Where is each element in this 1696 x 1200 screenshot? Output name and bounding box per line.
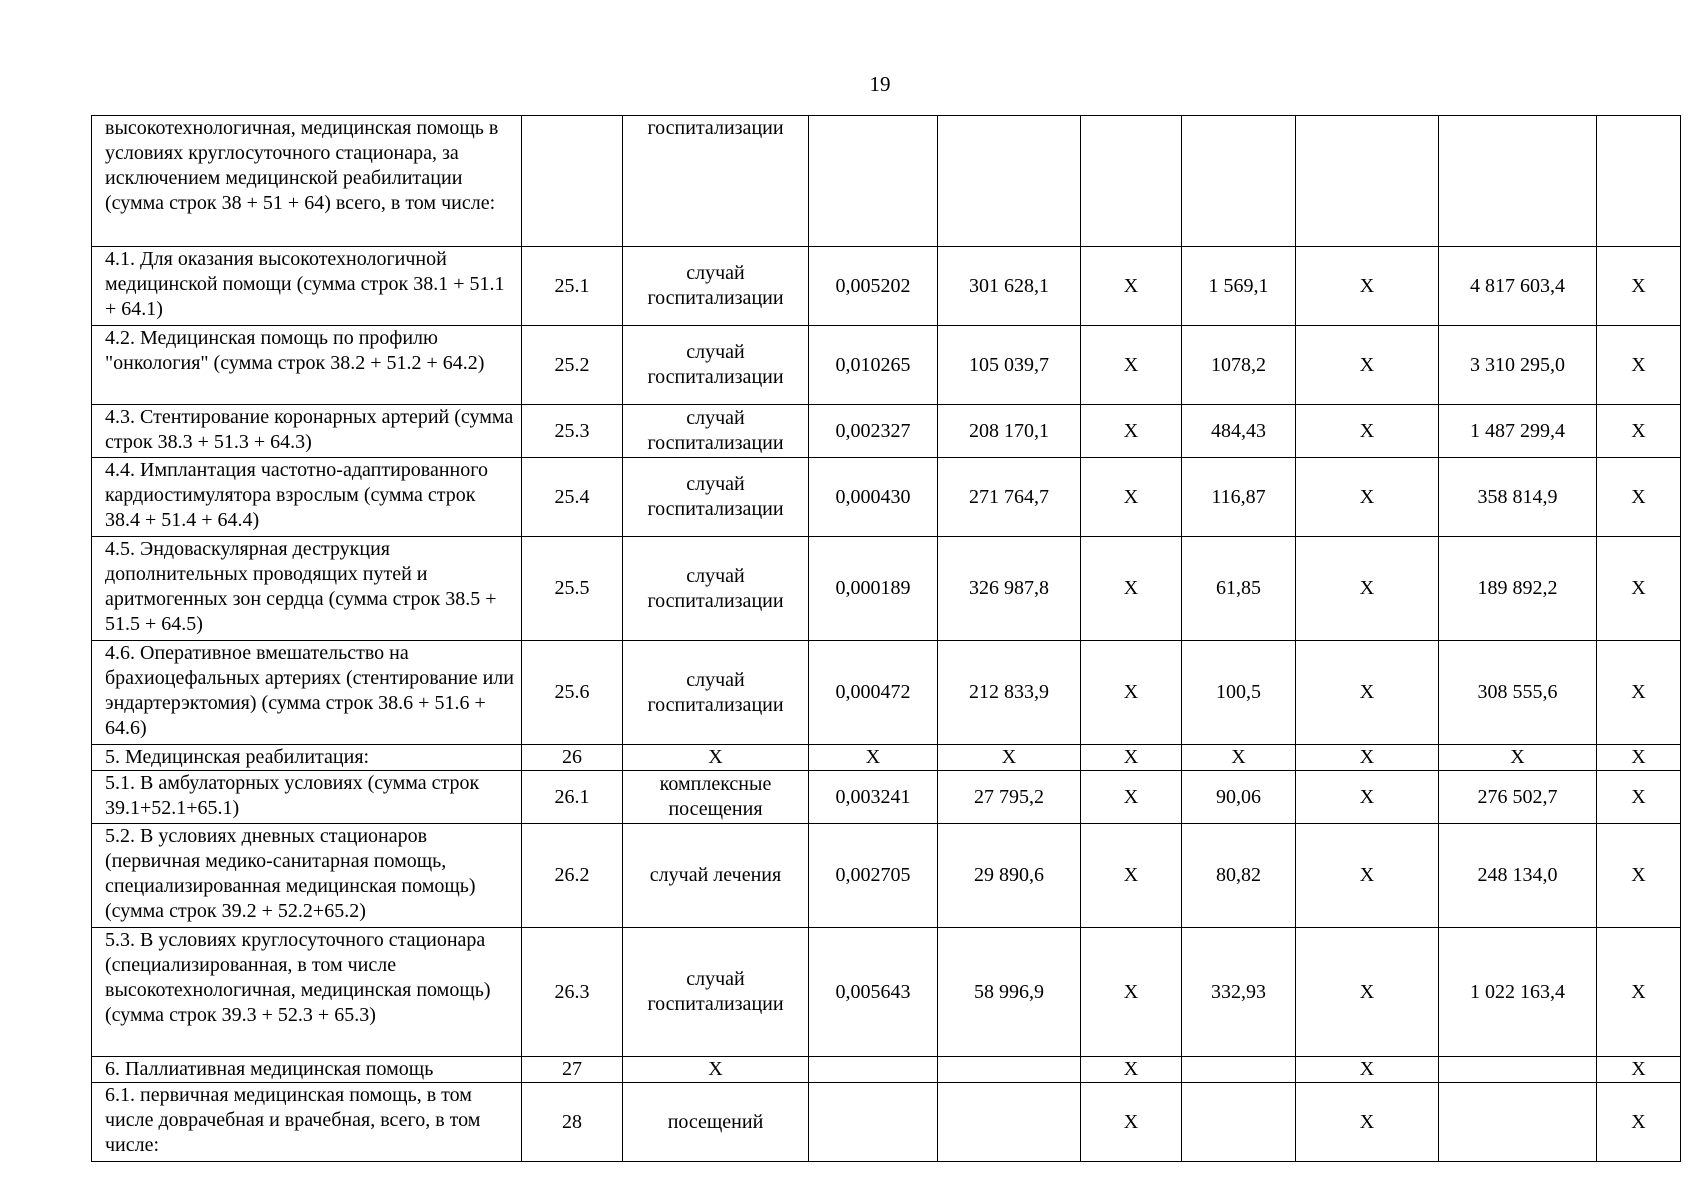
row-description: 4.2. Медицинская помощь по профилю "онкология" (сумма строк 38.2 + 51.2 + 64.2) bbox=[92, 326, 522, 405]
per-capita-norm: 116,87 bbox=[1182, 458, 1296, 537]
total-cost: 276 502,7 bbox=[1439, 771, 1597, 824]
total-cost: 248 134,0 bbox=[1439, 824, 1597, 928]
cell-x-2: X bbox=[1296, 928, 1439, 1057]
row-description: высокотехнологичная, медицинская помощь в условиях круглосуточного стационара, за исключением медицинской реабилитации (сумма строк 38 + 51 + 64) всего, в том числе: bbox=[92, 116, 522, 247]
cell-x-1: X bbox=[1081, 771, 1182, 824]
unit-of-measure: случай госпитализации bbox=[623, 247, 809, 326]
line-number: 28 bbox=[522, 1083, 623, 1162]
table-row bbox=[92, 928, 1681, 1057]
cost-per-unit: X bbox=[938, 745, 1081, 771]
cell-x-3: X bbox=[1597, 405, 1681, 458]
standard-volume: X bbox=[809, 745, 938, 771]
cell-x-1: X bbox=[1081, 1057, 1182, 1083]
cell-x-3: X bbox=[1597, 745, 1681, 771]
cell-x-1: X bbox=[1081, 641, 1182, 745]
per-capita-norm: 100,5 bbox=[1182, 641, 1296, 745]
standard-volume bbox=[809, 1083, 938, 1162]
per-capita-norm: 80,82 bbox=[1182, 824, 1296, 928]
cell-x-3: X bbox=[1597, 247, 1681, 326]
cell-x-1: X bbox=[1081, 247, 1182, 326]
total-cost: 308 555,6 bbox=[1439, 641, 1597, 745]
row-description: 4.3. Стентирование коронарных артерий (сумма строк 38.3 + 51.3 + 64.3) bbox=[92, 405, 522, 458]
standard-volume: 0,002327 bbox=[809, 405, 938, 458]
cost-per-unit: 27 795,2 bbox=[938, 771, 1081, 824]
unit-of-measure: случай лечения bbox=[623, 824, 809, 928]
cell-x-1: X bbox=[1081, 1083, 1182, 1162]
per-capita-norm bbox=[1182, 1057, 1296, 1083]
standard-volume: 0,005202 bbox=[809, 247, 938, 326]
per-capita-norm: 61,85 bbox=[1182, 537, 1296, 641]
table-row bbox=[92, 537, 1681, 641]
cell-x-2: X bbox=[1296, 405, 1439, 458]
table-row bbox=[92, 641, 1681, 745]
table-row bbox=[92, 405, 1681, 458]
per-capita-norm: 1 569,1 bbox=[1182, 247, 1296, 326]
standard-volume: 0,000430 bbox=[809, 458, 938, 537]
unit-of-measure: X bbox=[623, 1057, 809, 1083]
cost-per-unit: 301 628,1 bbox=[938, 247, 1081, 326]
cell-x-3: X bbox=[1597, 771, 1681, 824]
cost-per-unit bbox=[938, 1057, 1081, 1083]
standard-volume: 0,003241 bbox=[809, 771, 938, 824]
page-number: 19 bbox=[869, 72, 891, 96]
row-description: 4.6. Оперативное вмешательство на брахиоцефальных артериях (стентирование или эндартерэктомия) (сумма строк 38.6 + 51.6 + 64.6) bbox=[92, 641, 522, 745]
total-cost: 189 892,2 bbox=[1439, 537, 1597, 641]
cell-x-2: X bbox=[1296, 771, 1439, 824]
cell-x-2 bbox=[1296, 116, 1439, 247]
row-description: 4.4. Имплантация частотно-адаптированного кардиостимулятора взрослым (сумма строк 38.4 + 51.4 + 64.4) bbox=[92, 458, 522, 537]
unit-of-measure: случай госпитализации bbox=[623, 928, 809, 1057]
total-cost: 3 310 295,0 bbox=[1439, 326, 1597, 405]
table-row bbox=[92, 771, 1681, 824]
row-description: 6. Паллиативная медицинская помощь bbox=[92, 1057, 522, 1083]
per-capita-norm: X bbox=[1182, 745, 1296, 771]
cost-per-unit bbox=[938, 116, 1081, 247]
unit-of-measure: комплексные посещения bbox=[623, 771, 809, 824]
line-number: 25.4 bbox=[522, 458, 623, 537]
line-number: 25.6 bbox=[522, 641, 623, 745]
cell-x-1: X bbox=[1081, 928, 1182, 1057]
line-number: 25.5 bbox=[522, 537, 623, 641]
line-number: 26.2 bbox=[522, 824, 623, 928]
cell-x-2: X bbox=[1296, 326, 1439, 405]
table-row bbox=[92, 458, 1681, 537]
row-description: 5.2. В условиях дневных стационаров (первичная медико-санитарная помощь, специализированная медицинская помощь) (сумма строк 39.2 + 52.2+65.2) bbox=[92, 824, 522, 928]
row-description: 5. Медицинская реабилитация: bbox=[92, 745, 522, 771]
cell-x-2: X bbox=[1296, 641, 1439, 745]
cost-per-unit: 208 170,1 bbox=[938, 405, 1081, 458]
line-number: 26.3 bbox=[522, 928, 623, 1057]
standard-volume bbox=[809, 1057, 938, 1083]
total-cost bbox=[1439, 1057, 1597, 1083]
total-cost: X bbox=[1439, 745, 1597, 771]
unit-of-measure: госпитализации bbox=[623, 116, 809, 247]
table-row bbox=[92, 1057, 1681, 1083]
cost-per-unit bbox=[938, 1083, 1081, 1162]
unit-of-measure: случай госпитализации bbox=[623, 458, 809, 537]
line-number: 25.1 bbox=[522, 247, 623, 326]
cell-x-1 bbox=[1081, 116, 1182, 247]
cell-x-1: X bbox=[1081, 405, 1182, 458]
total-cost bbox=[1439, 1083, 1597, 1162]
row-description: 4.1. Для оказания высокотехнологичной медицинской помощи (сумма строк 38.1 + 51.1 + 64.1) bbox=[92, 247, 522, 326]
data-table bbox=[91, 115, 1681, 1162]
unit-of-measure: X bbox=[623, 745, 809, 771]
table-row bbox=[92, 326, 1681, 405]
line-number bbox=[522, 116, 623, 247]
total-cost: 4 817 603,4 bbox=[1439, 247, 1597, 326]
per-capita-norm bbox=[1182, 1083, 1296, 1162]
cell-x-3: X bbox=[1597, 928, 1681, 1057]
table-row bbox=[92, 247, 1681, 326]
per-capita-norm: 484,43 bbox=[1182, 405, 1296, 458]
cell-x-1: X bbox=[1081, 824, 1182, 928]
unit-of-measure: случай госпитализации bbox=[623, 641, 809, 745]
cell-x-3: X bbox=[1597, 1083, 1681, 1162]
cell-x-3: X bbox=[1597, 326, 1681, 405]
cell-x-1: X bbox=[1081, 745, 1182, 771]
cell-x-2: X bbox=[1296, 458, 1439, 537]
cost-per-unit: 271 764,7 bbox=[938, 458, 1081, 537]
cost-per-unit: 58 996,9 bbox=[938, 928, 1081, 1057]
cell-x-2: X bbox=[1296, 537, 1439, 641]
cell-x-3: X bbox=[1597, 1057, 1681, 1083]
standard-volume: 0,010265 bbox=[809, 326, 938, 405]
row-description: 6.1. первичная медицинская помощь, в том числе доврачебная и врачебная, всего, в том числе: bbox=[92, 1083, 522, 1162]
total-cost bbox=[1439, 116, 1597, 247]
unit-of-measure: посещений bbox=[623, 1083, 809, 1162]
cell-x-1: X bbox=[1081, 458, 1182, 537]
unit-of-measure: случай госпитализации bbox=[623, 326, 809, 405]
table-row bbox=[92, 824, 1681, 928]
cell-x-3: X bbox=[1597, 641, 1681, 745]
per-capita-norm: 1078,2 bbox=[1182, 326, 1296, 405]
standard-volume bbox=[809, 116, 938, 247]
cell-x-3: X bbox=[1597, 824, 1681, 928]
row-description: 5.3. В условиях круглосуточного стационара (специализированная, в том числе высокотехнологичная, медицинская помощь) (сумма строк 39.3 + 52.3 + 65.3) bbox=[92, 928, 522, 1057]
cost-per-unit: 29 890,6 bbox=[938, 824, 1081, 928]
cell-x-3: X bbox=[1597, 537, 1681, 641]
cell-x-1: X bbox=[1081, 537, 1182, 641]
cell-x-3 bbox=[1597, 116, 1681, 247]
standard-volume: 0,000189 bbox=[809, 537, 938, 641]
row-description: 4.5. Эндоваскулярная деструкция дополнительных проводящих путей и аритмогенных зон сердца (сумма строк 38.5 + 51.5 + 64.5) bbox=[92, 537, 522, 641]
cost-per-unit: 212 833,9 bbox=[938, 641, 1081, 745]
table-row bbox=[92, 1083, 1681, 1162]
line-number: 26 bbox=[522, 745, 623, 771]
standard-volume: 0,000472 bbox=[809, 641, 938, 745]
total-cost: 1 487 299,4 bbox=[1439, 405, 1597, 458]
table-row bbox=[92, 745, 1681, 771]
cell-x-2: X bbox=[1296, 1083, 1439, 1162]
per-capita-norm bbox=[1182, 116, 1296, 247]
unit-of-measure: случай госпитализации bbox=[623, 405, 809, 458]
line-number: 25.3 bbox=[522, 405, 623, 458]
cell-x-2: X bbox=[1296, 1057, 1439, 1083]
cost-per-unit: 105 039,7 bbox=[938, 326, 1081, 405]
cost-per-unit: 326 987,8 bbox=[938, 537, 1081, 641]
line-number: 26.1 bbox=[522, 771, 623, 824]
cell-x-2: X bbox=[1296, 247, 1439, 326]
total-cost: 358 814,9 bbox=[1439, 458, 1597, 537]
row-description: 5.1. В амбулаторных условиях (сумма строк 39.1+52.1+65.1) bbox=[92, 771, 522, 824]
line-number: 27 bbox=[522, 1057, 623, 1083]
per-capita-norm: 332,93 bbox=[1182, 928, 1296, 1057]
cell-x-2: X bbox=[1296, 745, 1439, 771]
standard-volume: 0,005643 bbox=[809, 928, 938, 1057]
table-row bbox=[92, 116, 1681, 247]
unit-of-measure: случай госпитализации bbox=[623, 537, 809, 641]
cell-x-3: X bbox=[1597, 458, 1681, 537]
standard-volume: 0,002705 bbox=[809, 824, 938, 928]
cell-x-1: X bbox=[1081, 326, 1182, 405]
per-capita-norm: 90,06 bbox=[1182, 771, 1296, 824]
total-cost: 1 022 163,4 bbox=[1439, 928, 1597, 1057]
cell-x-2: X bbox=[1296, 824, 1439, 928]
line-number: 25.2 bbox=[522, 326, 623, 405]
